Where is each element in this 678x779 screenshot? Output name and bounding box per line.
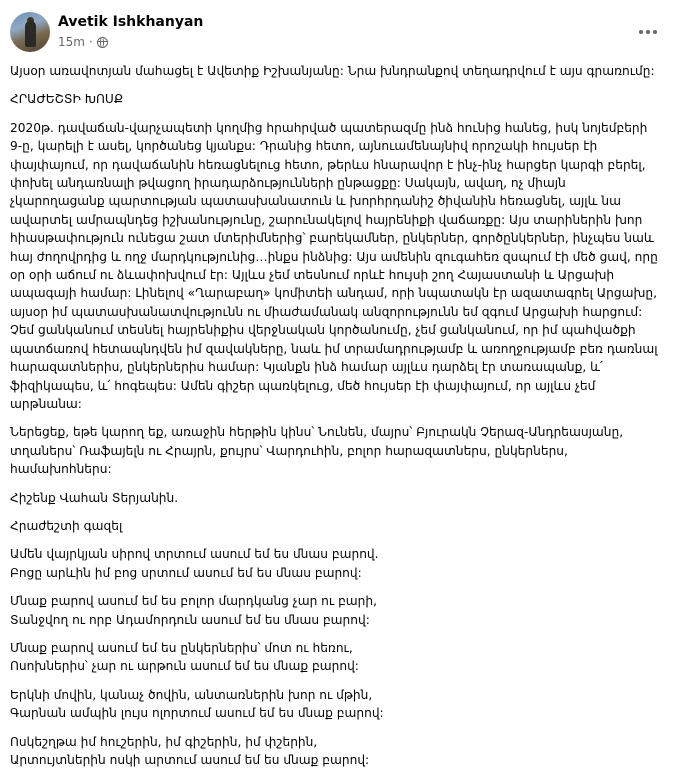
more-horizontal-icon (639, 30, 657, 34)
poem-stanza: Ոսկեշղթա իմ հուշերին, իմ գիշերին, իմ փշերին, Արտույտներին ոսկի արտում ասում եմ ես մնաք բարով: (10, 734, 370, 767)
poem-stanza: Ամեն վայրկյան սիրով տրտում ասում եմ ես մնաս բարով. Բոցը արևին իմ բոց սրտում ասում եմ ես մնաս բարով: (10, 547, 379, 580)
post-quote-intro: Հիշենք Վահան Տերյանին. (10, 490, 179, 505)
post-meta (58, 34, 108, 50)
post-heading: ՀՐԱԺԵՇՏԻ ԽՈՍՔ (10, 92, 124, 107)
post-text (10, 62, 660, 779)
poem-title: Հրաժեշտի գազել (10, 518, 123, 533)
meta-separator: · (88, 35, 93, 49)
post-main-paragraph: 2020թ. դավաճան-վարչապետի կողմից հրահրված պատերազմը ինձ հունից հանեց, իսկ նոյեմբերի 9-ը, կարելի է ասել, կործանեց կյանքս: Դրանից հետո, այնուամենայնիվ որոշակի հույսեր էի փայփայում, որ դավաճանին հեռացնելուց հետո, թերևս հնարավոր է ինչ-ինչ հարցեր կարգի բերել, փոխել անդառնալի թվացող իրադարձությունների ընթացքը: Սակայն, ավաղ, ոչ միայն չկարողացանք պարտության պատասխանատուն և խորհրդանիշ ծիվանին հեռացնել, այլև նա ավարտել ամրապնդեց իշխանությունը, շարունակելով հայրենիքի վաճառքը: Այս տարիներին խոր հիասթափություն ունեցա շատ մտերիմներից՝ բարեկամներ, ընկերներ, գործընկերներ, ինչպես նաև հայ ժողովրդից և ողջ մարդկությունից…ինքս ինձնից: Այս ամենին զուգահեռ զսպում էի մեծ ցավ, որը օր օրի աճում ու ձևափոխվում էր: Այլևս չեմ տեսնում որևէ հույսի շող Հայաստանի և Արցախի ապագայի համար: Լինելով «Ղարաբաղ» կոմիտեի անդամ, որի նպատակն էր ազատագրել Արցախը, այսօր իմ պատասխանատվությունն ու միաժամանակ անզորությունն եմ զգում Արցախի հարցում: Չեմ ցանկանում տեսնել հայրենիքիս վերջնական կործանումը, չեմ ցանկանում, որ իմ պահվածքի պատճառով հետապնդվեն իմ զավակները, նաև իմ տրամադրությամբ և առողջությամբ բեռ դառնալ հարազատներիս, ընկերներիս համար: Կյանքն ինձ համար այլևս դարձել էր տառապանք, և՛ ֆիզիկապես, և՛ հոգեպես: Ամեն գիշեր պառկելուց, մեծ հույսեր էի փայփայում, որ այլևս չեմ արթնանա: (10, 120, 658, 411)
post-apology-paragraph: Ներեցեք, եթե կարող եք, առաջին հերթին կինս՝ Նունեն, մայրս՝ Բյուրակն Չերազ-Անդրեասյանը, տղաներս՝ Ռաֆայելն ու Հրայրն, քույրս՝ Վարդուհին, բոլոր հարազատներս, ընկերներս, համախոհներս: (10, 425, 624, 477)
avatar-figure (25, 21, 36, 47)
post-header (10, 12, 668, 54)
more-options-button[interactable] (634, 18, 662, 46)
post-time[interactable]: 15m (58, 35, 85, 49)
avatar[interactable] (10, 12, 50, 52)
post-intro: Այսօր առավոտյան մահացել է Ավետիք Իշխանյանը: Նրա խնդրանքով տեղադրվում է այս գրառումը: (10, 64, 655, 78)
poem-stanza: Երկնի մովին, կանաչ ծովին, անտառներին խոր ու մթին, Գարնան ամպին լույս ոլորտում ասում եմ ես մնաք բարով: (10, 687, 384, 721)
globe-icon (97, 37, 108, 48)
poem-stanza: Մնաք բարով ասում եմ ես ընկերներիս՝ մոտ ու հեռու, Ոսոխներիս՝ չար ու արթուն ասում եմ ես մնաք բարով: (10, 640, 359, 674)
poem-stanza: Մնաք բարով ասում եմ ես բոլոր մարդկանց չար ու բարի, Տանջվող ու որբ Ադամորդուն ասում եմ ես մնաս բարով: (10, 594, 377, 627)
author-name[interactable]: Avetik Ishkhanyan (58, 14, 204, 30)
